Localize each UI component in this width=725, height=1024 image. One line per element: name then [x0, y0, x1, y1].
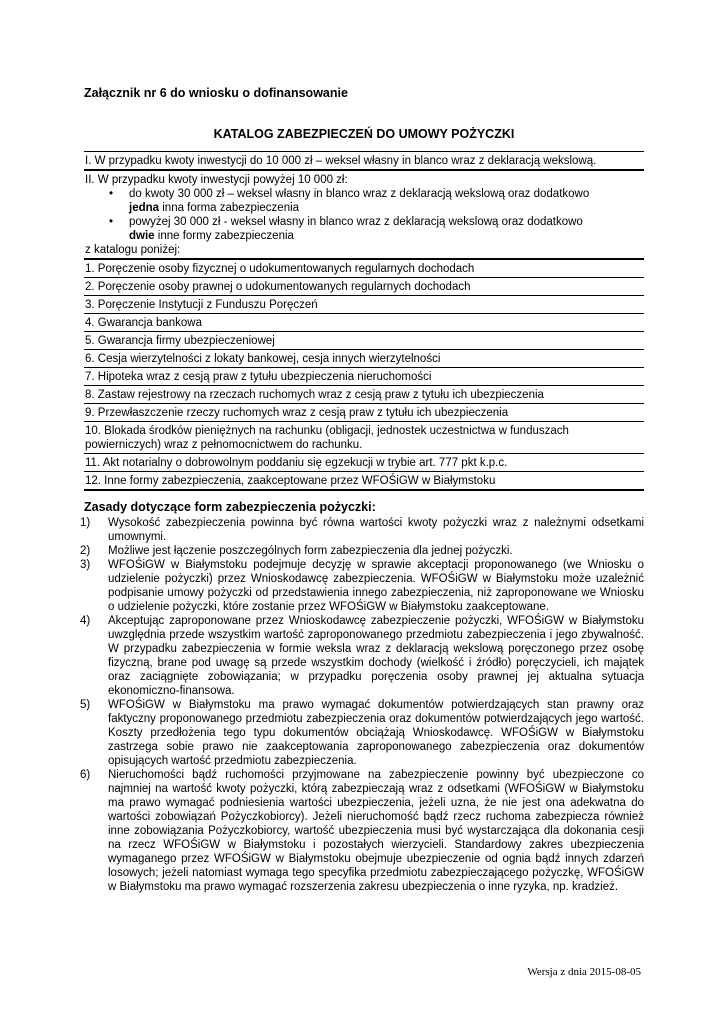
section-2-intro: II. W przypadku kwoty inwestycji powyżej 10 000 zł:	[85, 174, 348, 187]
catalog-item: 9. Przewłaszczenie rzeczy ruchomych wraz z cesją praw z tytułu ich ubezpieczenia	[84, 404, 644, 422]
section-2-outro: z katalogu poniżej:	[85, 244, 181, 257]
rule-item: 1) Wysokość zabezpieczenia powinna być równa wartości kwoty pożyczki wraz z należnymi odsetkami umownymi.	[80, 517, 644, 544]
catalog-section-1: I. W przypadku kwoty inwestycji do 10 000 zł – weksel własny in blanco wraz z deklaracją wekslową.	[84, 152, 644, 171]
annex-heading: Załącznik nr 6 do wniosku o dofinansowanie	[84, 86, 348, 100]
rule-item: 4) Akceptując zaproponowane przez Wnioskodawcę zabezpieczenie pożyczki, WFOŚiGW w Białymstoku uwzględnia przede wszystkim wartość zaproponowanego przedmiotu zabezpieczenia i jego zbywalność. W przypadku zabezpieczenia w formie weksla wraz z deklaracją wekslową poręczonego przez osobę fizyczną, brane pod uwagę są przede wszystkim dochody (wielkość i źródło) poręczycieli, ich majątek oraz zaciągnięte zobowiązania; w przypadku poręczenia osoby prawnej jej aktualna sytuacja ekonomiczno-finansowa.	[80, 615, 644, 698]
catalog-title: KATALOG ZABEZPIECZEŃ DO UMOWY POŻYCZKI	[213, 127, 515, 141]
catalog-item: 4. Gwarancja bankowa	[84, 314, 644, 332]
rules-title: Zasady dotyczące form zabezpieczenia pożyczki:	[84, 500, 376, 514]
catalog-item: 3. Poręczenie Instytucji z Funduszu Poręczeń	[84, 296, 644, 314]
catalog-section-2	[84, 171, 644, 258]
catalog-item: 12. Inne formy zabezpieczenia, zaakceptowane przez WFOŚiGW w Białymstoku	[84, 472, 644, 491]
catalog-item: 5. Gwarancja firmy ubezpieczeniowej	[84, 332, 644, 350]
catalog-item: 1. Poręczenie osoby fizycznej o udokumentowanych regularnych dochodach	[84, 258, 644, 278]
catalog-item: 8. Zastaw rejestrowy na rzeczach ruchomych wraz z cesją praw z tytułu ich ubezpieczenia	[84, 386, 644, 404]
catalog-item: 11. Akt notarialny o dobrowolnym poddaniu się egzekucji w trybie art. 777 pkt k.p.c.	[84, 454, 644, 472]
bullet-item: • powyżej 30 000 zł - weksel własny in blanco wraz z deklaracją wekslową oraz dodatkowo dwie inne formy zabezpieczenia	[129, 215, 643, 243]
rule-item: 5) WFOŚiGW w Białymstoku ma prawo wymagać dokumentów potwierdzających stan prawny oraz faktyczny proponowanego przedmiotu zabezpieczenia oraz dokumentów potwierdzających jego wartość. Koszty przedłożenia tego typu dokumentów obciążają Wnioskodawcę. WFOŚiGW w Białymstoku zastrzega sobie prawo nie zaakceptowania zaproponowanego zabezpieczenia oraz dokumentów opisujących wartość przedmiotu zabezpieczenia.	[80, 699, 644, 768]
rule-item: 3) WFOŚiGW w Białymstoku podejmuje decyzję w sprawie akceptacji proponowanego (we Wniosku o udzielenie pożyczki) przez Wnioskodawcę zabezpieczenia. WFOŚiGW w Białymstoku może uzależnić podpisanie umowy pożyczki od przedstawienia innego zabezpieczenia, niż zaproponowane we Wniosku o udzielenie pożyczki, które zostanie przez WFOŚiGW w Białymstoku zaakceptowane.	[80, 559, 644, 614]
catalog-item: 10. Blokada środków pieniężnych na rachunku (obligacji, jednostek uczestnictwa w funduszach powierniczych) wraz z pełnomocnictwem do rachunku.	[84, 422, 644, 454]
section-2-bullets	[85, 187, 643, 243]
catalog-item: 7. Hipoteka wraz z cesją praw z tytułu ubezpieczenia nieruchomości	[84, 368, 644, 386]
version-footer: Wersja z dnia 2015-08-05	[527, 966, 641, 978]
catalog-item: 6. Cesja wierzytelności z lokaty bankowej, cesja innych wierzytelności	[84, 350, 644, 368]
rule-item: 2) Możliwe jest łączenie poszczególnych form zabezpieczenia dla jednej pożyczki.	[80, 545, 513, 558]
catalog-item: 2. Poręczenie osoby prawnej o udokumentowanych regularnych dochodach	[84, 278, 644, 296]
rules-list	[80, 516, 644, 894]
rule-item: 6) Nieruchomości bądź ruchomości przyjmowane na zabezpieczenie powinny być ubezpieczone co najmniej na wartość kwoty pożyczki, którą zabezpieczają wraz z odsetkami (WFOŚiGW w Białymstoku ma prawo wymagać podniesienia wartości ubezpieczenia, jeżeli uzna, że nie jest ona adekwatna do wartości zobowiązań Pożyczkobiorcy). Jeżeli nieruchomość bądź rzecz ruchoma zabezpiecza również inne zobowiązania Pożyczkobiorcy, wartość ubezpieczenia musi być wystarczająca dla dokonania cesji na rzecz WFOŚiGW w Białymstoku i pozostałych wierzycieli. Standardowy zakres ubezpieczenia wymaganego przez WFOŚiGW w Białymstoku obejmuje ubezpieczenie od ognia bądź innych zdarzeń losowych; jeżeli natomiast wymaga tego specyfika przedmiotu zabezpieczającego pożyczkę, WFOŚiGW w Białymstoku ma prawo wymagać rozszerzenia zakresu ubezpieczenia o inne ryzyka, np. kradzież.	[80, 769, 644, 894]
bullet-item: • do kwoty 30 000 zł – weksel własny in blanco wraz z deklaracją wekslową oraz dodatkowo jedna inna forma zabezpieczenia	[129, 187, 643, 215]
catalog-table	[84, 151, 644, 491]
